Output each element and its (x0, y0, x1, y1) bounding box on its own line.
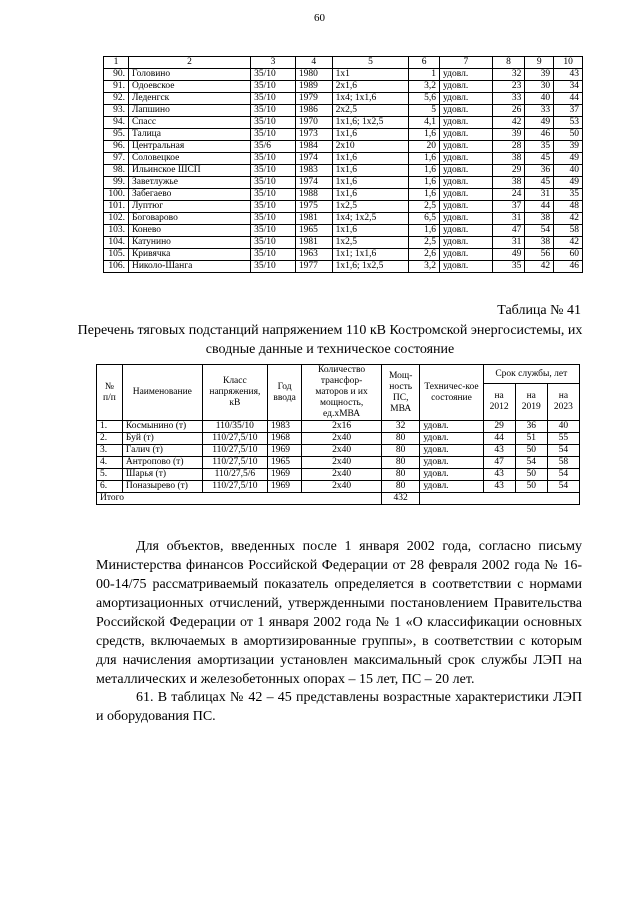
table-cell: 29 (492, 165, 525, 177)
table-cell: 110/27,5/10 (202, 457, 267, 469)
page-number: 60 (314, 12, 325, 24)
table-cell: удовл. (440, 69, 493, 81)
table-cell: 1970 (295, 117, 332, 129)
table-cell: 35/10 (251, 225, 296, 237)
table-cell: 35/10 (251, 81, 296, 93)
table-cell: 2x40 (302, 469, 382, 481)
table-cell: 80 (382, 481, 420, 493)
table-cell: 37 (492, 201, 525, 213)
table-cell: 1x4; 1x1,6 (332, 93, 409, 105)
table-cell: 1,6 (409, 153, 440, 165)
traction-substations-table (96, 364, 580, 505)
table-cell: 110/27,5/10 (202, 433, 267, 445)
table-cell: 99. (104, 177, 129, 189)
table-cell: 43 (554, 69, 583, 81)
table-cell: 29 (483, 421, 515, 433)
table-cell: удовл. (440, 93, 493, 105)
table-cell: 38 (492, 177, 525, 189)
table-cell: 32 (382, 421, 420, 433)
table-cell: 1x1,6 (332, 165, 409, 177)
table-cell: 1974 (295, 177, 332, 189)
table-cell: 45 (525, 177, 554, 189)
table-cell: 1963 (295, 249, 332, 261)
table-caption: Таблица № 41 (497, 303, 581, 318)
table-cell: 1969 (268, 445, 302, 457)
table-cell: 35 (492, 261, 525, 273)
table-cell: 54 (525, 225, 554, 237)
table-cell: удовл. (440, 261, 493, 273)
table-cell: 35/10 (251, 165, 296, 177)
table-cell: Конево (128, 225, 250, 237)
table-row (104, 237, 583, 249)
total-value: 432 (382, 493, 420, 505)
table-cell: 1969 (268, 469, 302, 481)
col-2012-header: на 2012 (483, 384, 515, 421)
table-cell: 93. (104, 105, 129, 117)
table-row (104, 69, 583, 81)
table-cell: 1x2,5 (332, 237, 409, 249)
table-cell: удовл. (440, 249, 493, 261)
table-cell: 1980 (295, 69, 332, 81)
table-cell: 44 (525, 201, 554, 213)
table-cell: Космынино (т) (122, 421, 202, 433)
table-cell: удовл. (440, 81, 493, 93)
header-cell: 1 (104, 57, 129, 69)
table-cell: 2. (97, 433, 123, 445)
table-cell: 92. (104, 93, 129, 105)
table-cell: удовл. (440, 129, 493, 141)
table-cell: 98. (104, 165, 129, 177)
table-cell: 47 (492, 225, 525, 237)
total-row (97, 493, 580, 505)
table-cell: 1x1,6 (332, 225, 409, 237)
col-name-header: Наименование (122, 365, 202, 421)
col-2023-header: на 2023 (547, 384, 579, 421)
table-cell: 31 (492, 237, 525, 249)
header-cell: 6 (409, 57, 440, 69)
table-cell: 54 (515, 457, 547, 469)
table-cell: 94. (104, 117, 129, 129)
table-cell: 49 (492, 249, 525, 261)
table-cell: 1x1,6 (332, 189, 409, 201)
table-cell: 50 (515, 469, 547, 481)
table-cell: Талица (128, 129, 250, 141)
table-cell: 5 (409, 105, 440, 117)
table-cell: Головино (128, 69, 250, 81)
table-row (97, 445, 580, 457)
table-cell: 35/10 (251, 249, 296, 261)
table-cell: удовл. (420, 421, 483, 433)
table-cell: Шарья (т) (122, 469, 202, 481)
table-cell: 38 (525, 237, 554, 249)
table-cell: 40 (525, 93, 554, 105)
col-power-header: Мощ-ность ПС, МВА (382, 365, 420, 421)
table-cell: 42 (525, 261, 554, 273)
table-cell: 35/10 (251, 93, 296, 105)
table-cell: 1x4; 1x2,5 (332, 213, 409, 225)
table-cell: 110/35/10 (202, 421, 267, 433)
table-cell: Луптюг (128, 201, 250, 213)
table-cell: 40 (547, 421, 579, 433)
table-cell: 43 (483, 445, 515, 457)
table-cell: 49 (554, 177, 583, 189)
table-cell: 1x1; 1x1,6 (332, 249, 409, 261)
table-row (104, 189, 583, 201)
table-cell: 45 (525, 153, 554, 165)
table-row (104, 165, 583, 177)
table-cell: 5,6 (409, 93, 440, 105)
table-cell: 2,6 (409, 249, 440, 261)
table-cell: удовл. (440, 237, 493, 249)
col-service-header: Срок службы, лет (483, 365, 579, 384)
table-cell: 54 (547, 481, 579, 493)
table-cell: 1965 (295, 225, 332, 237)
table-row (97, 481, 580, 493)
table-row (104, 117, 583, 129)
table-cell: Ильинское ШСП (128, 165, 250, 177)
table-cell: 1981 (295, 213, 332, 225)
table-cell: 50 (515, 481, 547, 493)
table-cell: 28 (492, 141, 525, 153)
table-cell: 43 (483, 469, 515, 481)
table-cell: 105. (104, 249, 129, 261)
table-cell: Соловецкое (128, 153, 250, 165)
table-cell: удовл. (440, 213, 493, 225)
table-header-row (104, 57, 583, 69)
table-cell: 35 (525, 141, 554, 153)
table-cell: удовл. (420, 469, 483, 481)
table-cell: 35 (554, 189, 583, 201)
total-empty (420, 493, 580, 505)
table-cell: 47 (483, 457, 515, 469)
total-label: Итого (97, 493, 382, 505)
table-cell: Спасс (128, 117, 250, 129)
table-cell: 44 (554, 93, 583, 105)
table-cell: удовл. (420, 433, 483, 445)
table-cell: 2x10 (332, 141, 409, 153)
table-cell: 35/10 (251, 105, 296, 117)
table-cell: 56 (525, 249, 554, 261)
table-cell: 97. (104, 153, 129, 165)
table-cell: 1x1,6; 1x2,5 (332, 117, 409, 129)
table-cell: 35/10 (251, 201, 296, 213)
header-cell: 2 (128, 57, 250, 69)
table-cell: 36 (515, 421, 547, 433)
table-cell: 1973 (295, 129, 332, 141)
table-cell: 33 (492, 93, 525, 105)
table-cell: 55 (547, 433, 579, 445)
table-cell: 51 (515, 433, 547, 445)
table-cell: удовл. (440, 153, 493, 165)
table-cell: Заветлужье (128, 177, 250, 189)
table-cell: Леденгск (128, 93, 250, 105)
table-row (104, 225, 583, 237)
table-cell: 42 (554, 237, 583, 249)
table-cell: 38 (492, 153, 525, 165)
table-cell: 1969 (268, 481, 302, 493)
table-cell: 26 (492, 105, 525, 117)
table-cell: 95. (104, 129, 129, 141)
table-cell: 1968 (268, 433, 302, 445)
table-cell: 48 (554, 201, 583, 213)
header-cell: 3 (251, 57, 296, 69)
header-cell: 4 (295, 57, 332, 69)
table-cell: 102. (104, 213, 129, 225)
table-cell: 1,6 (409, 129, 440, 141)
header-cell: 8 (492, 57, 525, 69)
table-cell: 58 (547, 457, 579, 469)
table-cell: 1x1,6 (332, 153, 409, 165)
table-cell: 101. (104, 201, 129, 213)
table-cell: 49 (554, 153, 583, 165)
table-cell: 1x1 (332, 69, 409, 81)
table-cell: 1x1,6 (332, 177, 409, 189)
header-cell: 9 (525, 57, 554, 69)
table-cell: 2x40 (302, 481, 382, 493)
table-cell: Забегаево (128, 189, 250, 201)
table-row (104, 81, 583, 93)
col-transformers-header: Количество трансфор-маторов и их мощность, ед.хМВА (302, 365, 382, 421)
table-cell: 2,5 (409, 237, 440, 249)
table-cell: 50 (515, 445, 547, 457)
table-cell: Одоевское (128, 81, 250, 93)
table-cell: 43 (483, 481, 515, 493)
table-cell: 1,6 (409, 177, 440, 189)
table-row (104, 129, 583, 141)
header-cell: 5 (332, 57, 409, 69)
table-cell: удовл. (420, 445, 483, 457)
table-cell: 1977 (295, 261, 332, 273)
table-cell: 32 (492, 69, 525, 81)
table-cell: 50 (554, 129, 583, 141)
table-cell: 58 (554, 225, 583, 237)
table-cell: 1983 (295, 165, 332, 177)
table-cell: 1989 (295, 81, 332, 93)
table-cell: 4. (97, 457, 123, 469)
table-cell: 46 (525, 129, 554, 141)
table-cell: 1988 (295, 189, 332, 201)
table-cell: 1974 (295, 153, 332, 165)
table-cell: 1x1,6; 1x2,5 (332, 261, 409, 273)
table-cell: 54 (547, 445, 579, 457)
table-cell: Центральная (128, 141, 250, 153)
table-cell: 1,6 (409, 189, 440, 201)
table-cell: 1x1,6 (332, 129, 409, 141)
table-row (104, 141, 583, 153)
table-row (104, 93, 583, 105)
table-cell: 49 (525, 117, 554, 129)
table-cell: 104. (104, 237, 129, 249)
table-cell: 39 (525, 69, 554, 81)
col-class-header: Класс напряжения, кВ (202, 365, 267, 421)
table-cell: удовл. (440, 225, 493, 237)
table-row (104, 261, 583, 273)
table-row (104, 201, 583, 213)
table-cell: 80 (382, 457, 420, 469)
table-cell: 80 (382, 433, 420, 445)
table-cell: 6. (97, 481, 123, 493)
table-row (104, 105, 583, 117)
table-cell: 4,1 (409, 117, 440, 129)
table-cell: 1. (97, 421, 123, 433)
table-cell: 54 (547, 469, 579, 481)
table-cell: Лапшино (128, 105, 250, 117)
table-cell: 1983 (268, 421, 302, 433)
table-cell: 39 (492, 129, 525, 141)
table-cell: 37 (554, 105, 583, 117)
table-row (97, 421, 580, 433)
table-cell: 1979 (295, 93, 332, 105)
table-cell: 35/6 (251, 141, 296, 153)
table-row (104, 177, 583, 189)
table-cell: 39 (554, 141, 583, 153)
table-cell: 35/10 (251, 189, 296, 201)
table-cell: удовл. (440, 141, 493, 153)
table-row (104, 213, 583, 225)
table-cell: 42 (554, 213, 583, 225)
table-cell: 2x40 (302, 457, 382, 469)
table-cell: Катунино (128, 237, 250, 249)
table-cell: 35/10 (251, 237, 296, 249)
table-cell: 1975 (295, 201, 332, 213)
table-cell: 20 (409, 141, 440, 153)
table-cell: удовл. (420, 457, 483, 469)
table-row (97, 457, 580, 469)
table-cell: удовл. (440, 117, 493, 129)
table-cell: 106. (104, 261, 129, 273)
table-cell: 110/27,5/10 (202, 445, 267, 457)
table-cell: 35/10 (251, 129, 296, 141)
table-row (97, 469, 580, 481)
table-cell: 1965 (268, 457, 302, 469)
col-state-header: Техничес-кое состояние (420, 365, 483, 421)
table-cell: 30 (525, 81, 554, 93)
table-cell: Антропово (т) (122, 457, 202, 469)
table-cell: 1,6 (409, 225, 440, 237)
table-cell: 35/10 (251, 177, 296, 189)
table-cell: 90. (104, 69, 129, 81)
table-cell: 53 (554, 117, 583, 129)
table-cell: 110/27,5/10 (202, 481, 267, 493)
table-cell: 35/10 (251, 213, 296, 225)
table-cell: удовл. (420, 481, 483, 493)
table-cell: 80 (382, 469, 420, 481)
table-cell: 60 (554, 249, 583, 261)
table-cell: 35/10 (251, 69, 296, 81)
table-cell: 2x1,6 (332, 81, 409, 93)
table-row (104, 153, 583, 165)
table-cell: 80 (382, 445, 420, 457)
table-cell: 1x2,5 (332, 201, 409, 213)
paragraph-amortization: Для объектов, введенных после 1 января 2002 года, согласно письму Министерства финансов Российской Федерации от 28 февраля 2002 года № 16-00-14/75 рассматриваемый показатель определяется в соответствии с нормами амортизационных отчислений, утвержденными постановлением Правительства Российской Федерации от 1 января 2002 года № 1 «О классификации основных средств, включаемых в амортизированные группы», в соответствии с которым для начисления амортизации установлен максимальный срок службы ЛЭП на металлических и железобетонных опорах – 15 лет, ПС – 20 лет. (96, 539, 582, 687)
table-cell: 40 (554, 165, 583, 177)
table-row (104, 249, 583, 261)
table-cell: 46 (554, 261, 583, 273)
table-cell: 103. (104, 225, 129, 237)
table-cell: Николо-Шанга (128, 261, 250, 273)
table-cell: 6,5 (409, 213, 440, 225)
table-cell: 1 (409, 69, 440, 81)
table-cell: Буй (т) (122, 433, 202, 445)
table-cell: удовл. (440, 105, 493, 117)
table-cell: 35/10 (251, 153, 296, 165)
table-cell: 1981 (295, 237, 332, 249)
table-cell: 23 (492, 81, 525, 93)
table-cell: удовл. (440, 189, 493, 201)
table-cell: 35/10 (251, 117, 296, 129)
table-cell: 1984 (295, 141, 332, 153)
table-cell: 110/27,5/6 (202, 469, 267, 481)
table-cell: 100. (104, 189, 129, 201)
table-cell: 44 (483, 433, 515, 445)
table-cell: 3. (97, 445, 123, 457)
table-cell: 36 (525, 165, 554, 177)
table-cell: Кривячка (128, 249, 250, 261)
table-cell: 2,5 (409, 201, 440, 213)
table-cell: 2x16 (302, 421, 382, 433)
table-cell: 1,6 (409, 165, 440, 177)
table-cell: Боговарово (128, 213, 250, 225)
table-cell: 35/10 (251, 261, 296, 273)
paragraph-61: 61. В таблицах № 42 – 45 представлены возрастные характеристики ЛЭП и оборудования ПС. (96, 690, 582, 724)
table-cell: 3,2 (409, 81, 440, 93)
table-cell: 31 (492, 213, 525, 225)
table-cell: 2x40 (302, 433, 382, 445)
table-title: Перечень тяговых подстанций напряжением 110 кВ Костромской энергосистемы, их сводные данные и техническое состояние (77, 323, 583, 357)
col-2019-header: на 2019 (515, 384, 547, 421)
table-cell: 2x40 (302, 445, 382, 457)
table-cell: удовл. (440, 165, 493, 177)
table-cell: 33 (525, 105, 554, 117)
table-cell: 24 (492, 189, 525, 201)
header-cell: 10 (554, 57, 583, 69)
table-cell: Поназырево (т) (122, 481, 202, 493)
table-cell: удовл. (440, 201, 493, 213)
table-cell: 3,2 (409, 261, 440, 273)
table-cell: 34 (554, 81, 583, 93)
header-cell: 7 (440, 57, 493, 69)
table-cell: удовл. (440, 177, 493, 189)
table-cell: 38 (525, 213, 554, 225)
table-cell: Галич (т) (122, 445, 202, 457)
table-cell: 91. (104, 81, 129, 93)
col-year-header: Год ввода (268, 365, 302, 421)
table-cell: 1986 (295, 105, 332, 117)
table-cell: 42 (492, 117, 525, 129)
substations-35kv-table (103, 56, 583, 273)
table-cell: 96. (104, 141, 129, 153)
col-num-header: № п/п (97, 365, 123, 421)
table-row (97, 433, 580, 445)
table-cell: 2x2,5 (332, 105, 409, 117)
table-cell: 31 (525, 189, 554, 201)
table-cell: 5. (97, 469, 123, 481)
